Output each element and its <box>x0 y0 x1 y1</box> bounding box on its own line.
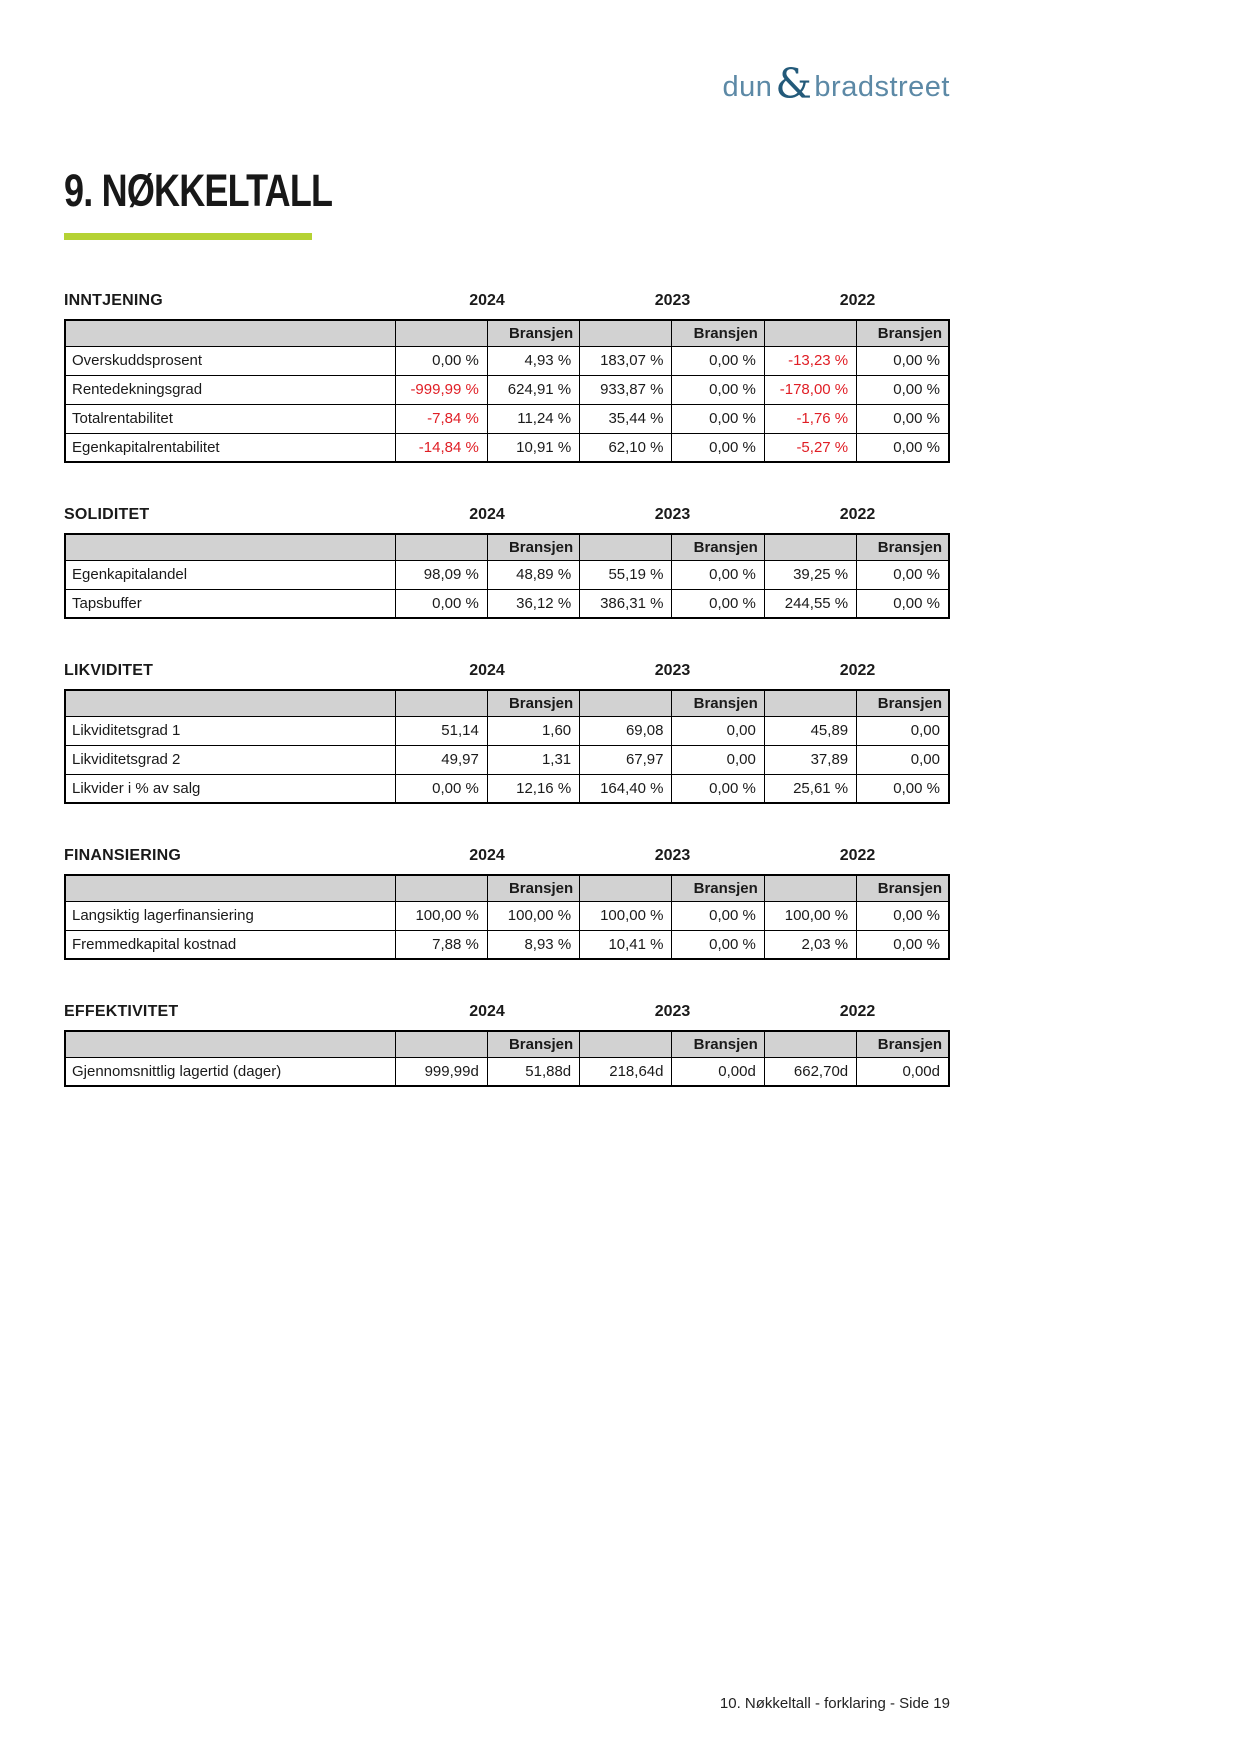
year-label-2023: 2023 <box>654 1003 691 1020</box>
section-header <box>64 506 950 526</box>
value-cell: 0,00 % <box>672 346 764 375</box>
value-cell: -1,76 % <box>764 404 856 433</box>
year-label-2023: 2023 <box>654 506 691 523</box>
value-cell: 100,00 % <box>487 901 579 930</box>
value-cell: 100,00 % <box>764 901 856 930</box>
value-cell: 0,00 % <box>672 375 764 404</box>
section-header <box>64 662 950 682</box>
value-cell: 36,12 % <box>487 589 579 618</box>
bransjen-header-cell: Bransjen <box>487 534 579 560</box>
value-cell: 98,09 % <box>395 560 487 589</box>
value-cell: 0,00 % <box>672 901 764 930</box>
bransjen-header-cell: Bransjen <box>857 690 949 716</box>
row-label: Gjennomsnittlig lagertid (dager) <box>65 1057 395 1086</box>
year-label-2022: 2022 <box>839 506 876 523</box>
table-row <box>65 745 949 774</box>
row-label: Langsiktig lagerfinansiering <box>65 901 395 930</box>
key-figures-table <box>64 689 950 804</box>
page-footer: 10. Nøkkeltall - forklaring - Side 19 <box>719 1695 950 1712</box>
page-title: 9. NØKKELTALL <box>64 165 333 216</box>
value-cell: -14,84 % <box>395 433 487 462</box>
value-cell: 35,44 % <box>580 404 672 433</box>
bransjen-header-cell: Bransjen <box>672 320 764 346</box>
value-cell: 7,88 % <box>395 930 487 959</box>
value-cell: 0,00 % <box>672 774 764 803</box>
empty-header-cell <box>764 875 856 901</box>
dnb-logo <box>722 60 950 108</box>
value-cell: 0,00 % <box>395 589 487 618</box>
year-label-2022: 2022 <box>839 847 876 864</box>
logo-dun-text: dun <box>722 71 773 103</box>
section-header <box>64 1003 950 1023</box>
value-cell: 49,97 <box>395 745 487 774</box>
section-soliditet <box>64 506 950 619</box>
section-title: INNTJENING <box>64 292 163 309</box>
empty-header-cell <box>580 690 672 716</box>
value-cell: 0,00 <box>672 716 764 745</box>
empty-header-cell <box>395 690 487 716</box>
bransjen-header-cell: Bransjen <box>857 534 949 560</box>
value-cell: 45,89 <box>764 716 856 745</box>
value-cell: -7,84 % <box>395 404 487 433</box>
year-label-2024: 2024 <box>469 1003 505 1020</box>
empty-header-cell <box>65 1031 395 1057</box>
value-cell: 10,91 % <box>487 433 579 462</box>
value-cell: 218,64d <box>580 1057 672 1086</box>
value-cell: 0,00d <box>672 1057 764 1086</box>
value-cell: 11,24 % <box>487 404 579 433</box>
value-cell: 0,00 % <box>857 433 949 462</box>
value-cell: 0,00 % <box>857 404 949 433</box>
bransjen-header-cell: Bransjen <box>672 1031 764 1057</box>
year-label-2022: 2022 <box>839 292 876 309</box>
row-label: Egenkapitalandel <box>65 560 395 589</box>
key-figures-table <box>64 319 950 463</box>
empty-header-cell <box>395 320 487 346</box>
section-header <box>64 292 950 312</box>
table-row <box>65 589 949 618</box>
value-cell: 0,00 % <box>672 930 764 959</box>
table-header-row <box>65 320 949 346</box>
key-figures-table <box>64 874 950 960</box>
value-cell: 12,16 % <box>487 774 579 803</box>
value-cell: 0,00d <box>857 1057 949 1086</box>
value-cell: -13,23 % <box>764 346 856 375</box>
table-row <box>65 901 949 930</box>
value-cell: 25,61 % <box>764 774 856 803</box>
table-header-row <box>65 690 949 716</box>
row-label: Fremmedkapital kostnad <box>65 930 395 959</box>
table-row <box>65 716 949 745</box>
empty-header-cell <box>580 534 672 560</box>
value-cell: 2,03 % <box>764 930 856 959</box>
value-cell: 0,00 % <box>395 774 487 803</box>
value-cell: -178,00 % <box>764 375 856 404</box>
logo-ampersand-icon: & <box>775 60 813 108</box>
empty-header-cell <box>764 534 856 560</box>
table-row <box>65 433 949 462</box>
empty-header-cell <box>395 1031 487 1057</box>
table-row <box>65 1057 949 1086</box>
section-title: FINANSIERING <box>64 847 182 864</box>
table-header-row <box>65 875 949 901</box>
empty-header-cell <box>764 1031 856 1057</box>
value-cell: 0,00 % <box>857 560 949 589</box>
year-label-2024: 2024 <box>469 292 505 309</box>
key-figures-table <box>64 1030 950 1087</box>
value-cell: 0,00 % <box>672 404 764 433</box>
section-effektivitet <box>64 1003 950 1087</box>
value-cell: 37,89 <box>764 745 856 774</box>
bransjen-header-cell: Bransjen <box>487 690 579 716</box>
value-cell: 933,87 % <box>580 375 672 404</box>
year-label-2023: 2023 <box>654 292 691 309</box>
row-label: Overskuddsprosent <box>65 346 395 375</box>
year-label-2022: 2022 <box>839 1003 876 1020</box>
bransjen-header-cell: Bransjen <box>672 690 764 716</box>
page-content <box>0 165 950 1087</box>
value-cell: 100,00 % <box>580 901 672 930</box>
year-label-2024: 2024 <box>469 662 505 679</box>
section-title: SOLIDITET <box>64 506 150 523</box>
row-label: Rentedekningsgrad <box>65 375 395 404</box>
section-header <box>64 847 950 867</box>
empty-header-cell <box>764 690 856 716</box>
value-cell: 0,00 % <box>857 930 949 959</box>
row-label: Totalrentabilitet <box>65 404 395 433</box>
empty-header-cell <box>580 320 672 346</box>
empty-header-cell <box>65 875 395 901</box>
table-row <box>65 560 949 589</box>
value-cell: 4,93 % <box>487 346 579 375</box>
value-cell: 183,07 % <box>580 346 672 375</box>
value-cell: 69,08 <box>580 716 672 745</box>
value-cell: 100,00 % <box>395 901 487 930</box>
title-accent-bar <box>64 233 312 240</box>
row-label: Likvider i % av salg <box>65 774 395 803</box>
section-title: LIKVIDITET <box>64 662 154 679</box>
empty-header-cell <box>65 534 395 560</box>
value-cell: 55,19 % <box>580 560 672 589</box>
bransjen-header-cell: Bransjen <box>487 320 579 346</box>
year-label-2023: 2023 <box>654 662 691 679</box>
value-cell: 244,55 % <box>764 589 856 618</box>
value-cell: 10,41 % <box>580 930 672 959</box>
value-cell: 624,91 % <box>487 375 579 404</box>
value-cell: 0,00 % <box>857 375 949 404</box>
value-cell: 62,10 % <box>580 433 672 462</box>
value-cell: 662,70d <box>764 1057 856 1086</box>
value-cell: 48,89 % <box>487 560 579 589</box>
value-cell: 39,25 % <box>764 560 856 589</box>
value-cell: 386,31 % <box>580 589 672 618</box>
table-row <box>65 404 949 433</box>
section-inntjening <box>64 292 950 463</box>
value-cell: 0,00 <box>672 745 764 774</box>
section-finansiering <box>64 847 950 960</box>
value-cell: 0,00 % <box>857 901 949 930</box>
value-cell: 0,00 % <box>672 560 764 589</box>
table-header-row <box>65 534 949 560</box>
empty-header-cell <box>65 690 395 716</box>
table-row <box>65 346 949 375</box>
bransjen-header-cell: Bransjen <box>857 320 949 346</box>
empty-header-cell <box>395 534 487 560</box>
value-cell: 51,14 <box>395 716 487 745</box>
value-cell: 8,93 % <box>487 930 579 959</box>
value-cell: 0,00 % <box>857 346 949 375</box>
key-figures-table <box>64 533 950 619</box>
value-cell: 0,00 <box>857 745 949 774</box>
table-row <box>65 930 949 959</box>
value-cell: 0,00 % <box>857 589 949 618</box>
empty-header-cell <box>764 320 856 346</box>
value-cell: 0,00 % <box>395 346 487 375</box>
value-cell: 0,00 % <box>857 774 949 803</box>
row-label: Tapsbuffer <box>65 589 395 618</box>
section-title: EFFEKTIVITET <box>64 1003 179 1020</box>
row-label: Likviditetsgrad 1 <box>65 716 395 745</box>
empty-header-cell <box>580 875 672 901</box>
year-label-2023: 2023 <box>654 847 691 864</box>
value-cell: 999,99d <box>395 1057 487 1086</box>
value-cell: 67,97 <box>580 745 672 774</box>
row-label: Likviditetsgrad 2 <box>65 745 395 774</box>
table-row <box>65 774 949 803</box>
value-cell: -999,99 % <box>395 375 487 404</box>
bransjen-header-cell: Bransjen <box>857 1031 949 1057</box>
bransjen-header-cell: Bransjen <box>857 875 949 901</box>
year-label-2022: 2022 <box>839 662 876 679</box>
empty-header-cell <box>395 875 487 901</box>
bransjen-header-cell: Bransjen <box>672 875 764 901</box>
value-cell: 1,31 <box>487 745 579 774</box>
bransjen-header-cell: Bransjen <box>487 875 579 901</box>
value-cell: 1,60 <box>487 716 579 745</box>
table-header-row <box>65 1031 949 1057</box>
bransjen-header-cell: Bransjen <box>672 534 764 560</box>
value-cell: 164,40 % <box>580 774 672 803</box>
row-label: Egenkapitalrentabilitet <box>65 433 395 462</box>
year-label-2024: 2024 <box>469 506 505 523</box>
value-cell: 51,88d <box>487 1057 579 1086</box>
value-cell: 0,00 % <box>672 433 764 462</box>
bransjen-header-cell: Bransjen <box>487 1031 579 1057</box>
year-label-2024: 2024 <box>469 847 505 864</box>
logo-bradstreet-text: bradstreet <box>814 71 950 103</box>
empty-header-cell <box>65 320 395 346</box>
empty-header-cell <box>580 1031 672 1057</box>
section-likviditet <box>64 662 950 804</box>
value-cell: 0,00 % <box>672 589 764 618</box>
value-cell: 0,00 <box>857 716 949 745</box>
table-row <box>65 375 949 404</box>
value-cell: -5,27 % <box>764 433 856 462</box>
